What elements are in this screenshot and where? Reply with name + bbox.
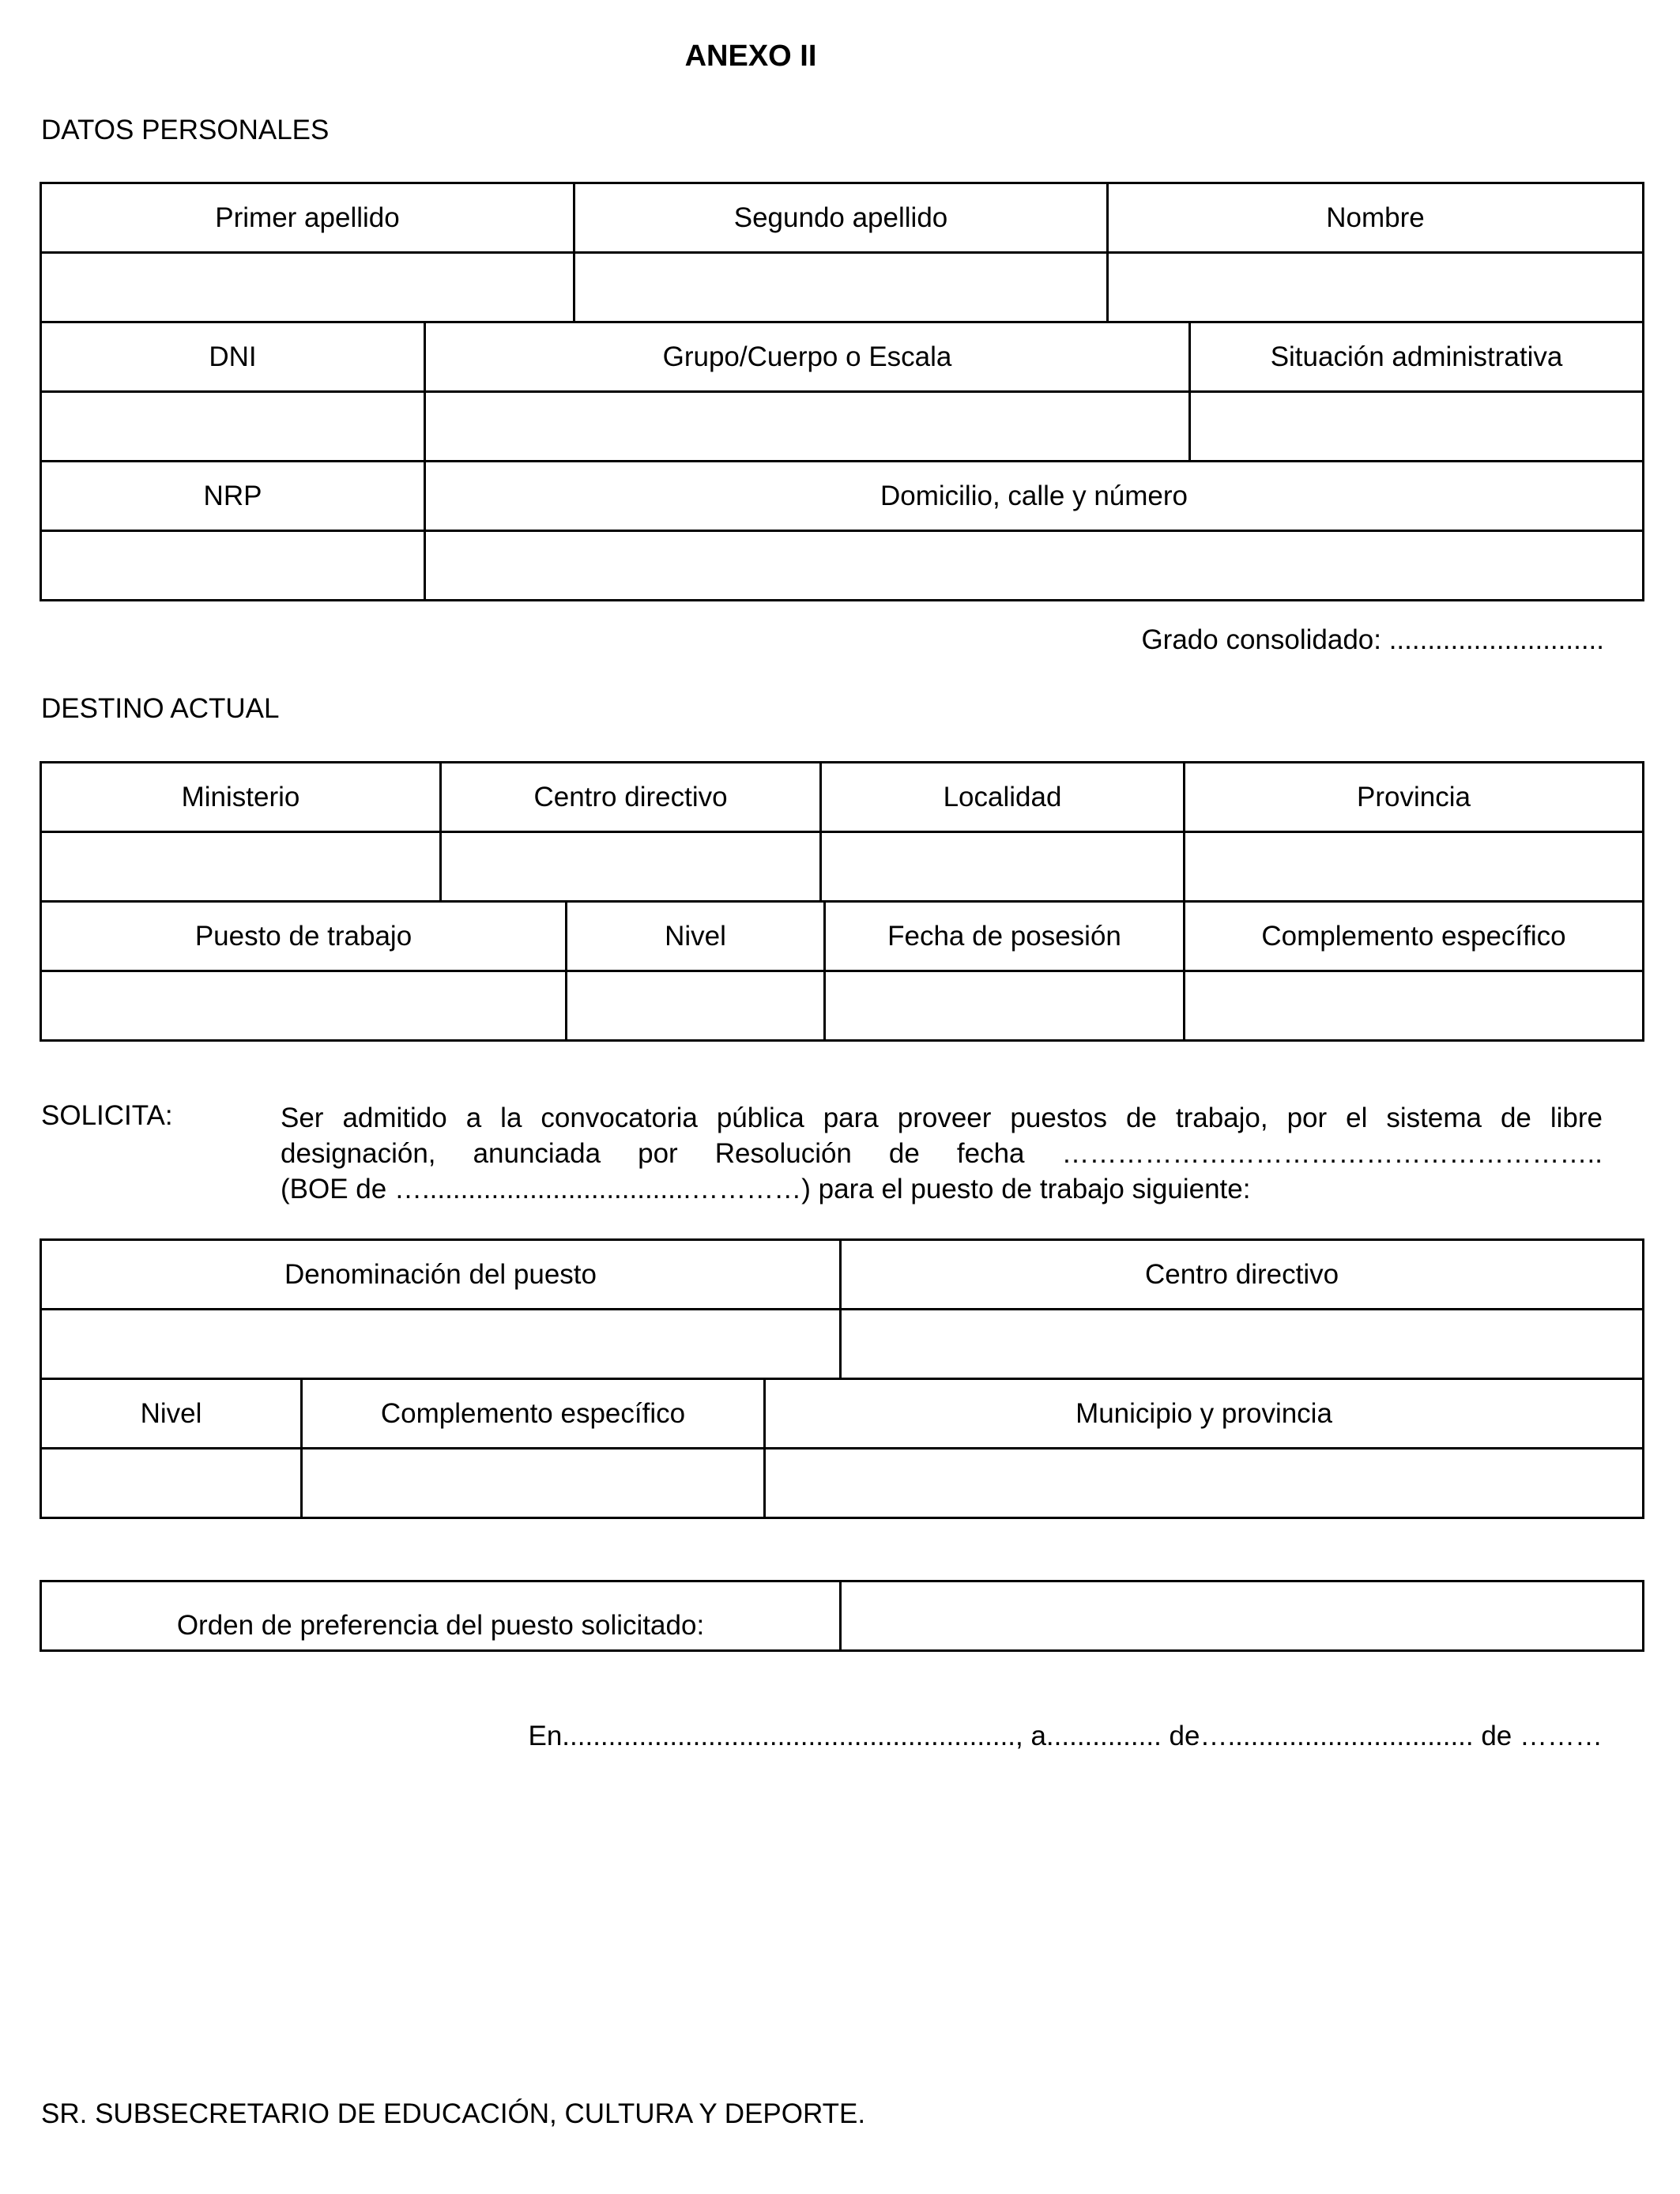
field-ministerio[interactable] [41,832,441,902]
field-localidad[interactable] [821,832,1185,902]
label-localidad: Localidad [821,763,1185,832]
label-centro-directivo-puesto: Centro directivo [841,1240,1644,1310]
field-orden-de-preferencia[interactable] [841,1581,1644,1651]
datos-personales-table [40,182,1644,601]
solicita-paragraph [281,1100,1603,1207]
grado-consolidado: Grado consolidado: ............................ [1141,624,1604,655]
field-nombre[interactable] [1108,253,1644,322]
label-primer-apellido: Primer apellido [41,183,574,253]
field-nivel[interactable] [567,971,825,1041]
field-situacion-administrativa[interactable] [1190,392,1644,462]
label-domicilio: Domicilio, calle y número [425,462,1644,531]
solicita-label: SOLICITA: [41,1100,173,1131]
label-nrp: NRP [41,462,425,531]
field-fecha-de-posesion[interactable] [825,971,1185,1041]
label-nivel: Nivel [567,902,825,971]
label-nombre: Nombre [1108,183,1644,253]
label-provincia: Provincia [1185,763,1644,832]
page-title: ANEXO II [684,40,817,73]
puesto-solicitado-table [40,1238,1644,1519]
field-denominacion-del-puesto[interactable] [41,1310,841,1379]
label-puesto-de-trabajo: Puesto de trabajo [41,902,567,971]
field-complemento-especifico[interactable] [1185,971,1644,1041]
field-complemento-especifico-puesto[interactable] [302,1449,765,1518]
field-centro-directivo-puesto[interactable] [841,1310,1644,1379]
field-primer-apellido[interactable] [41,253,574,322]
field-municipio-y-provincia[interactable] [765,1449,1644,1518]
destino-actual-table [40,761,1644,1042]
label-situacion-administrativa: Situación administrativa [1190,322,1644,392]
label-ministerio: Ministerio [41,763,441,832]
label-segundo-apellido: Segundo apellido [574,183,1108,253]
label-dni: DNI [41,322,425,392]
field-segundo-apellido[interactable] [574,253,1108,322]
lugar-y-fecha: En..........................................................., a............... de…................................ de ……… [528,1721,1603,1751]
section-heading-destino-actual: DESTINO ACTUAL [41,693,280,724]
label-centro-directivo: Centro directivo [441,763,821,832]
solicita-line-2: designación, anunciada por Resolución de fecha ………………………………………………….. [281,1138,1603,1169]
solicita-line-3: (BOE de …...................................…………) para el puesto de trabajo siguiente: [281,1174,1251,1204]
label-orden-de-preferencia: Orden de preferencia del puesto solicitado: [41,1581,841,1651]
field-grupo-cuerpo-escala[interactable] [425,392,1190,462]
label-denominacion-del-puesto: Denominación del puesto [41,1240,841,1310]
field-nivel-puesto[interactable] [41,1449,302,1518]
label-fecha-de-posesion: Fecha de posesión [825,902,1185,971]
orden-preferencia-table [40,1580,1644,1652]
field-centro-directivo[interactable] [441,832,821,902]
field-puesto-de-trabajo[interactable] [41,971,567,1041]
label-complemento-especifico: Complemento específico [1185,902,1644,971]
label-complemento-especifico-puesto: Complemento específico [302,1379,765,1449]
solicita-line-1: Ser admitido a la convocatoria pública para proveer puestos de trabajo, por el sistema de libre [281,1103,1603,1133]
section-heading-datos-personales: DATOS PERSONALES [41,115,330,145]
field-domicilio[interactable] [425,531,1644,601]
destinatario: SR. SUBSECRETARIO DE EDUCACIÓN, CULTURA Y DEPORTE. [41,2098,866,2129]
label-municipio-y-provincia: Municipio y provincia [765,1379,1644,1449]
label-nivel-puesto: Nivel [41,1379,302,1449]
field-dni[interactable] [41,392,425,462]
field-nrp[interactable] [41,531,425,601]
field-provincia[interactable] [1185,832,1644,902]
label-grupo-cuerpo-escala: Grupo/Cuerpo o Escala [425,322,1190,392]
